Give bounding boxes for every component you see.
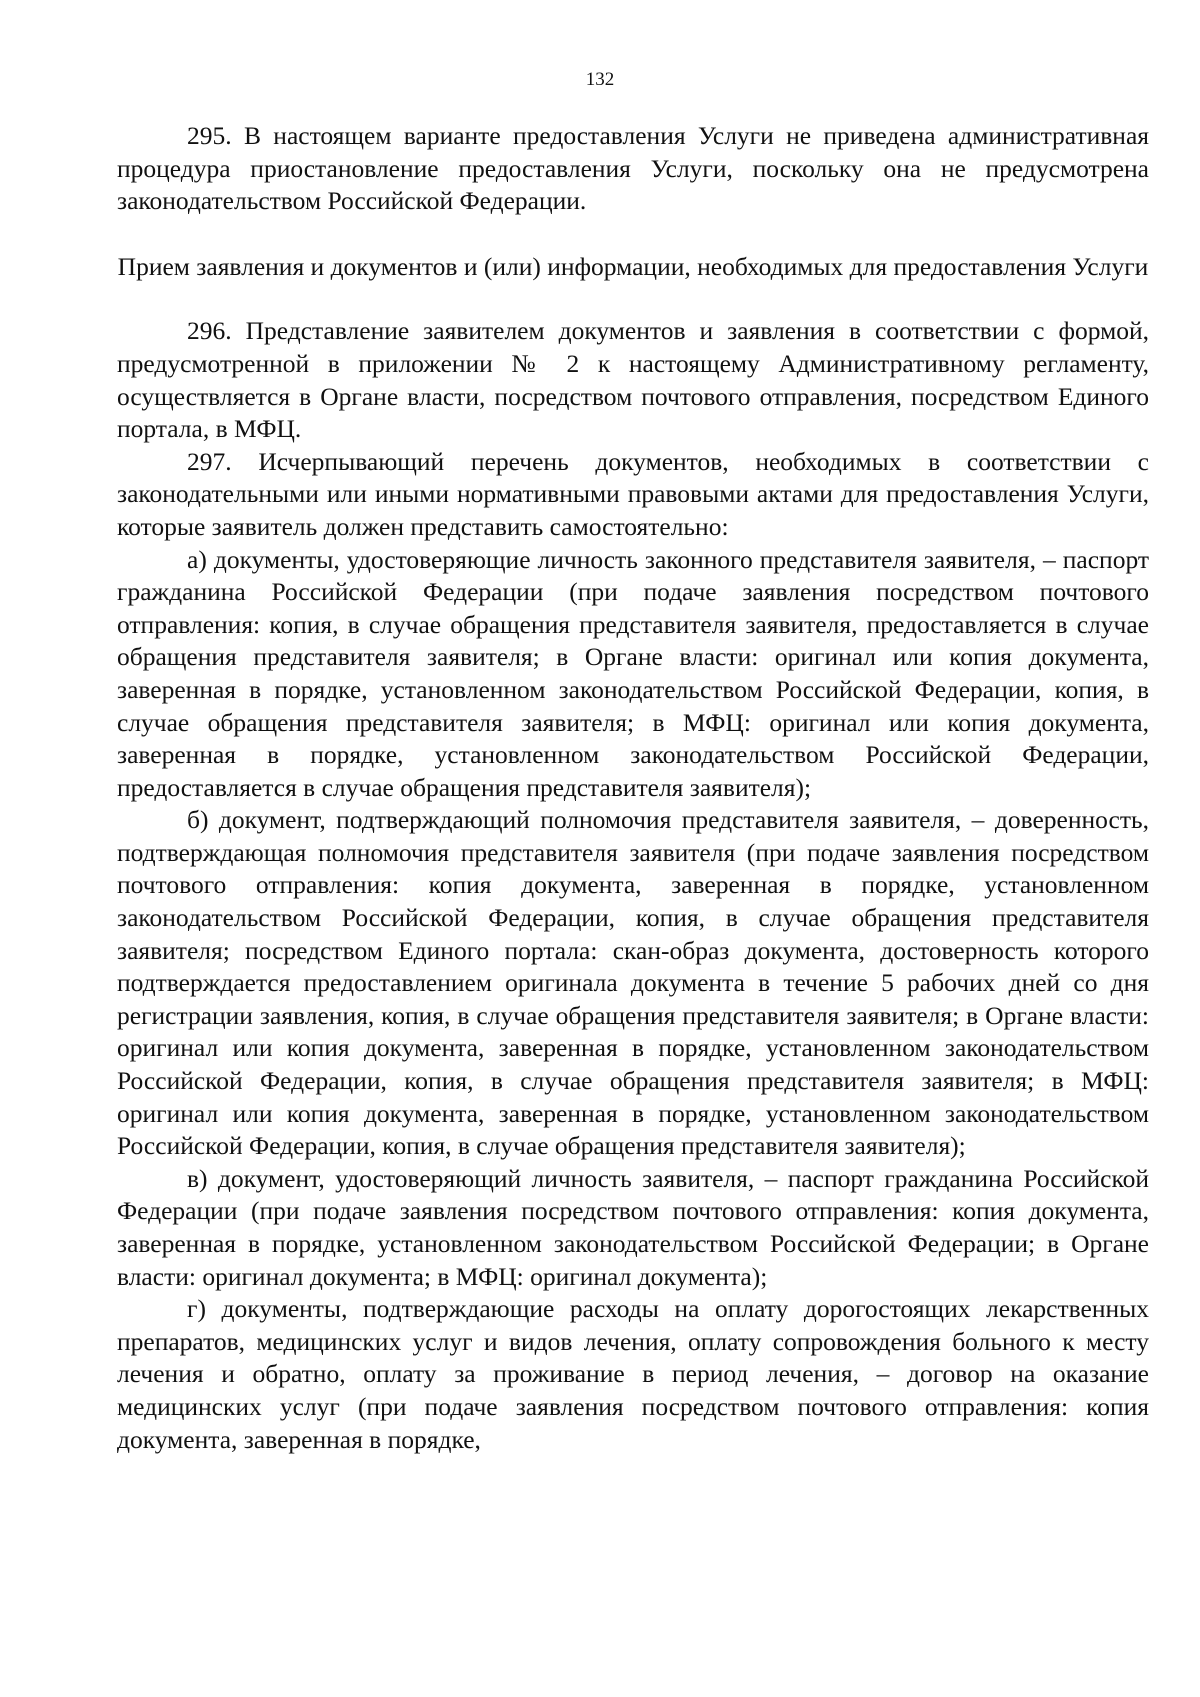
list-item-v: в) документ, удостоверяющий личность заявителя, – паспорт гражданина Российской Федерации (при подаче заявления посредством почтового отправления: копия документа, заверенная в порядке, установленном законодательством Российской Федерации; в Органе власти: оригинал документа; в МФЦ: оригинал документа); [117, 1163, 1149, 1291]
list-item-g: г) документы, подтверждающие расходы на оплату дорогостоящих лекарственных препаратов, медицинских услуг и видов лечения, оплату сопровождения больного к месту лечения и обратно, оплату за проживание в период лечения, – договор на оказание медицинских услуг (при подаче заявления посредством почтового отправления: копия документа, заверенная в порядке, [117, 1294, 1149, 1454]
list-item-a: а) документы, удостоверяющие личность законного представителя заявителя, – паспорт гражданина Российской Федерации (при подаче заявления посредством почтового отправления: копия, в случае обращения представителя заявителя, предоставляется в случае обращения представителя заявителя; в Органе власти: оригинал или копия документа, заверенная в порядке, установленном законодательством Российской Федерации, копия, в случае обращения представителя заявителя; в МФЦ: оригинал или копия документа, заверенная в порядке, установленном законодательством Российской Федерации, предоставляется в случае обращения представителя заявителя); [117, 544, 1149, 802]
paragraph-297: 297. Исчерпывающий перечень документов, необходимых в соответствии с законодательными или иными нормативными правовыми актами для предоставления Услуги, которые заявитель должен представить самостоятельно: [117, 446, 1149, 541]
document-body [117, 120, 1149, 1456]
section-heading: Прием заявления и документов и (или) информации, необходимых для предоставления Услуги [117, 251, 1149, 281]
page-number: 132 [585, 69, 615, 90]
list-item-b: б) документ, подтверждающий полномочия представителя заявителя, – доверенность, подтверждающая полномочия представителя заявителя (при подаче заявления посредством почтового отправления: копия документа, заверенная в порядке, установленном законодательством Российской Федерации, копия, в случае обращения представителя заявителя; посредством Единого портала: скан-образ документа, достоверность которого подтверждается предоставлением оригинала документа в течение 5 рабочих дней со дня регистрации заявления, копия, в случае обращения представителя заявителя; в Органе власти: оригинал или копия документа, заверенная в порядке, установленном законодательством Российской Федерации, копия, в случае обращения представителя заявителя; в МФЦ: оригинал или копия документа, заверенная в порядке, установленном законодательством Российской Федерации, копия, в случае обращения представителя заявителя); [117, 805, 1149, 1161]
paragraph-296: 296. Представление заявителем документов и заявления в соответствии с формой, предусмотренной в приложении № 2 к настоящему Административному регламенту, осуществляется в Органе власти, посредством почтового отправления, посредством Единого портала, в МФЦ. [117, 316, 1149, 444]
paragraph-295: 295. В настоящем варианте предоставления Услуги не приведена административная процедура приостановление предоставления Услуги, поскольку она не предусмотрена законодательством Российской Федерации. [117, 121, 1149, 216]
